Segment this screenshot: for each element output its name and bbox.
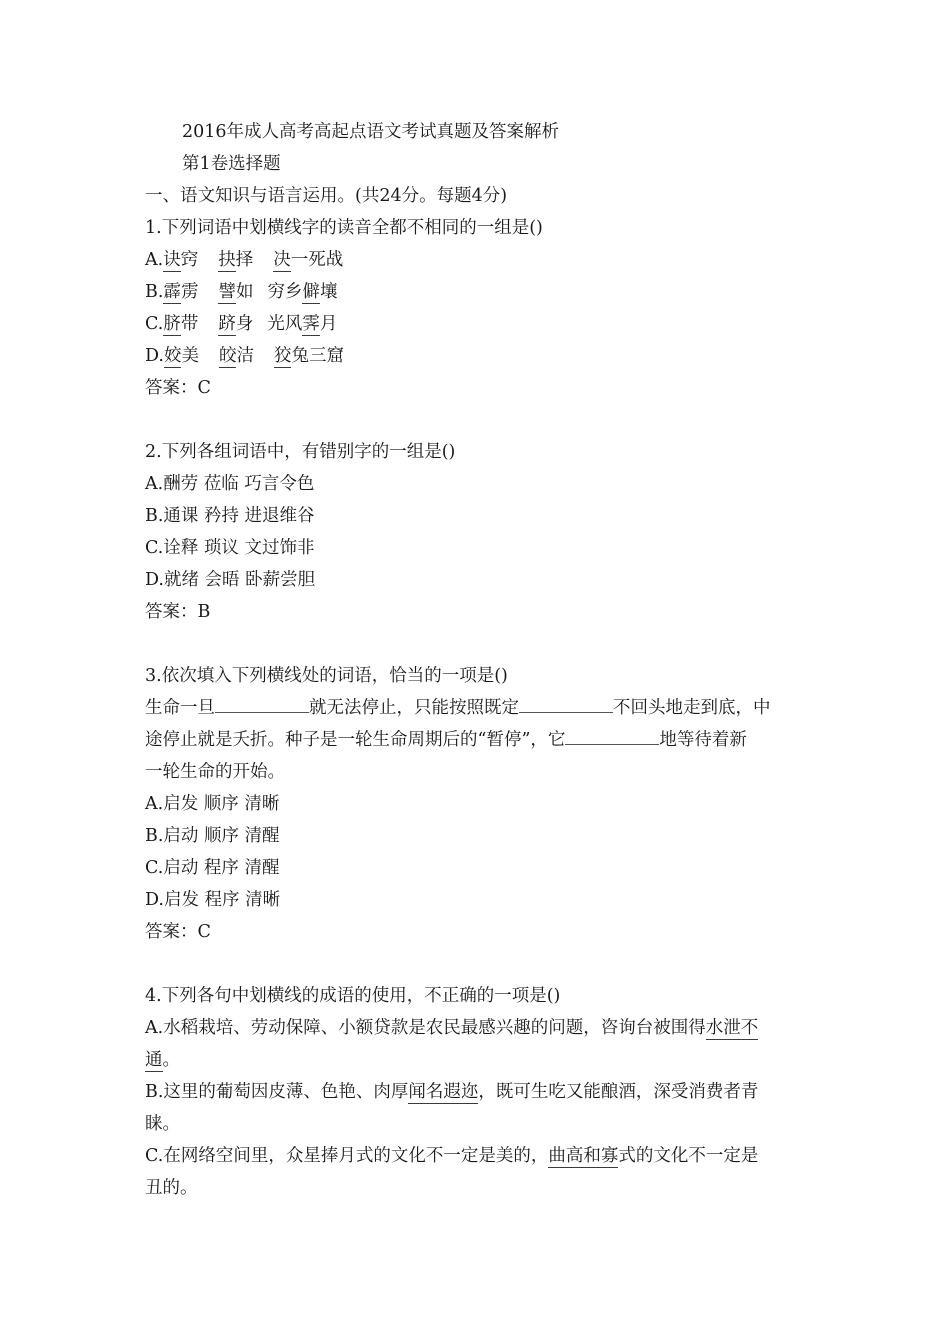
q2-stem: 2.下列各组词语中，有错别字的一组是() (145, 442, 456, 462)
q3-blank-1 (215, 696, 309, 713)
section-heading: 一、语文知识与语言运用。(共24分。每题4分) (145, 186, 508, 206)
q1-option-b: B.霹雳 譬如 穷乡僻壤 (145, 282, 338, 302)
q1-answer: 答案：C (145, 378, 211, 398)
q4-option-a-line-1: A.水稻栽培、劳动保障、小额贷款是农民最感兴趣的问题，咨询台被围得水泄不 (145, 1018, 759, 1038)
q3-answer: 答案：C (145, 922, 211, 942)
q3-passage-line-1: 生命一旦 就无法停止，只能按照既定 不回头地走到底，中 (145, 698, 771, 718)
q2-option-c: C.诠释 琐议 文过饰非 (145, 538, 315, 558)
q3-blank-2 (519, 696, 613, 713)
q4-stem: 4.下列各句中划横线的成语的使用，不正确的一项是() (145, 986, 561, 1006)
q3-option-a: A.启发 顺序 清晰 (145, 794, 280, 814)
q3-blank-3 (565, 728, 659, 745)
q1-option-d: D.姣美 皎洁 狡兔三窟 (145, 346, 344, 366)
q1-option-c: C.脐带 跻身 光风霁月 (145, 314, 338, 334)
q2-option-a: A.酬劳 莅临 巧言令色 (145, 474, 315, 494)
q3-stem: 3.依次填入下列横线处的词语，恰当的一项是() (145, 666, 508, 686)
q4-option-c-line-2: 丑的。 (145, 1178, 198, 1198)
q4-option-a-line-2: 通。 (145, 1050, 180, 1070)
q4-option-c-line-1: C.在网络空间里，众星捧月式的文化不一定是美的，曲高和寡式的文化不一定是 (145, 1146, 759, 1166)
q4-option-b-line-1: B.这里的葡萄因皮薄、色艳、肉厚闻名遐迩，既可生吃又能酿酒，深受消费者青 (145, 1082, 759, 1102)
q2-option-d: D.就绪 会晤 卧薪尝胆 (145, 570, 316, 590)
document-title: 2016年成人高考高起点语文考试真题及答案解析 (182, 122, 560, 142)
q1-stem: 1.下列词语中划横线字的读音全都不相同的一组是() (145, 218, 543, 238)
q3-option-b: B.启动 顺序 清醒 (145, 826, 280, 846)
q2-answer: 答案：B (145, 602, 211, 622)
q2-option-b: B.通课 矜持 进退维谷 (145, 506, 315, 526)
q3-passage-line-3: 一轮生命的开始。 (145, 762, 285, 782)
q3-passage-line-2: 途停止就是夭折。种子是一轮生命周期后的“暂停”，它 地等待着新 (145, 730, 747, 750)
q4-option-b-line-2: 睐。 (145, 1114, 180, 1134)
q3-option-d: D.启发 程序 清晰 (145, 890, 281, 910)
q3-option-c: C.启动 程序 清醒 (145, 858, 280, 878)
q1-option-a: A.诀窍 抉择 决一死战 (145, 250, 344, 270)
volume-heading: 第1卷选择题 (182, 154, 281, 174)
